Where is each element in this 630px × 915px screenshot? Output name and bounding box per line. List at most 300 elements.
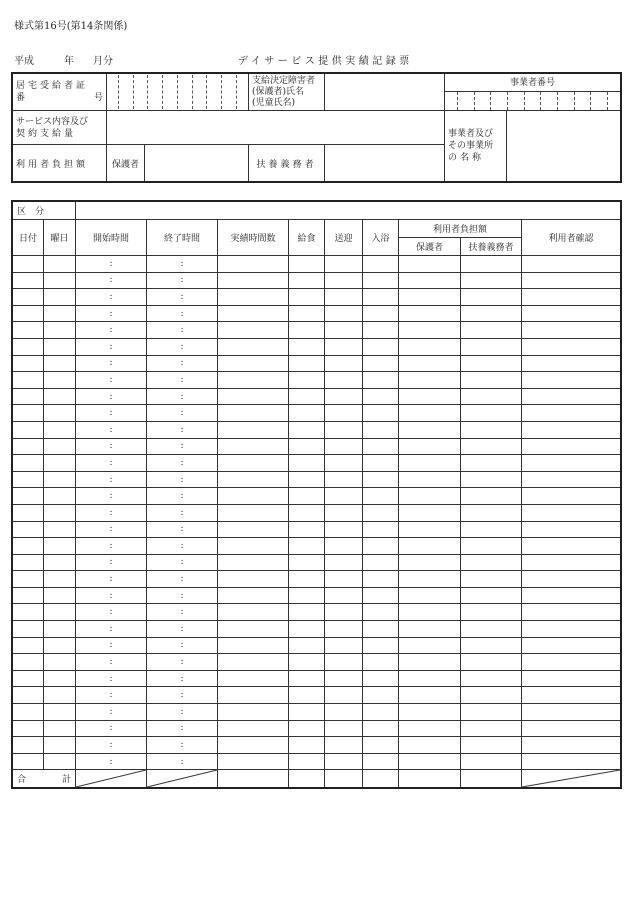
- cell-bath[interactable]: [363, 604, 399, 621]
- cell-actual-hours[interactable]: [218, 372, 289, 389]
- cell-end-time[interactable]: :: [147, 637, 218, 654]
- cell-bath[interactable]: [363, 587, 399, 604]
- cell-burden-guardian[interactable]: [399, 355, 461, 372]
- cell-start-time[interactable]: :: [76, 272, 147, 289]
- cell-day[interactable]: [13, 504, 44, 521]
- cell-transport[interactable]: [325, 372, 363, 389]
- cell-weekday[interactable]: [44, 753, 76, 770]
- cell-start-time[interactable]: :: [76, 455, 147, 472]
- cell-bath[interactable]: [363, 421, 399, 438]
- cell-start-time[interactable]: :: [76, 289, 147, 306]
- cell-burden-supporter[interactable]: [461, 587, 522, 604]
- cell-transport[interactable]: [325, 637, 363, 654]
- cell-user-confirm[interactable]: [522, 355, 621, 372]
- cell-burden-supporter[interactable]: [461, 388, 522, 405]
- cell-day[interactable]: [13, 305, 44, 322]
- cell-meal[interactable]: [289, 654, 325, 671]
- cell-bath[interactable]: [363, 322, 399, 339]
- cell-meal[interactable]: [289, 355, 325, 372]
- cell-bath[interactable]: [363, 704, 399, 721]
- cell-bath[interactable]: [363, 305, 399, 322]
- cell-burden-guardian[interactable]: [399, 504, 461, 521]
- cell-burden-supporter[interactable]: [461, 737, 522, 754]
- cell-day[interactable]: [13, 670, 44, 687]
- cell-start-time[interactable]: :: [76, 305, 147, 322]
- cell-meal[interactable]: [289, 322, 325, 339]
- cell-transport[interactable]: [325, 753, 363, 770]
- cell-meal[interactable]: [289, 687, 325, 704]
- cell-meal[interactable]: [289, 621, 325, 638]
- cell-end-time[interactable]: :: [147, 372, 218, 389]
- cell-day[interactable]: [13, 372, 44, 389]
- cell-burden-guardian[interactable]: [399, 637, 461, 654]
- cell-end-time[interactable]: :: [147, 338, 218, 355]
- cell-bath[interactable]: [363, 521, 399, 538]
- cell-burden-supporter[interactable]: [461, 471, 522, 488]
- cell-meal[interactable]: [289, 604, 325, 621]
- total-hours[interactable]: [218, 770, 289, 788]
- cell-meal[interactable]: [289, 737, 325, 754]
- cell-weekday[interactable]: [44, 438, 76, 455]
- cell-start-time[interactable]: :: [76, 438, 147, 455]
- cell-weekday[interactable]: [44, 554, 76, 571]
- cell-user-confirm[interactable]: [522, 687, 621, 704]
- cell-actual-hours[interactable]: [218, 289, 289, 306]
- cell-meal[interactable]: [289, 554, 325, 571]
- cell-meal[interactable]: [289, 670, 325, 687]
- cell-bath[interactable]: [363, 670, 399, 687]
- cell-weekday[interactable]: [44, 455, 76, 472]
- cell-weekday[interactable]: [44, 471, 76, 488]
- cell-end-time[interactable]: :: [147, 355, 218, 372]
- cell-burden-guardian[interactable]: [399, 571, 461, 588]
- cell-actual-hours[interactable]: [218, 637, 289, 654]
- cell-burden-guardian[interactable]: [399, 554, 461, 571]
- cell-burden-supporter[interactable]: [461, 289, 522, 306]
- cell-burden-supporter[interactable]: [461, 256, 522, 273]
- cell-transport[interactable]: [325, 621, 363, 638]
- cell-transport[interactable]: [325, 272, 363, 289]
- cell-bath[interactable]: [363, 289, 399, 306]
- cell-transport[interactable]: [325, 338, 363, 355]
- cell-actual-hours[interactable]: [218, 538, 289, 555]
- cell-end-time[interactable]: :: [147, 455, 218, 472]
- cell-start-time[interactable]: :: [76, 322, 147, 339]
- cell-end-time[interactable]: :: [147, 538, 218, 555]
- cell-user-confirm[interactable]: [522, 670, 621, 687]
- cell-user-confirm[interactable]: [522, 637, 621, 654]
- cell-day[interactable]: [13, 554, 44, 571]
- cell-end-time[interactable]: :: [147, 587, 218, 604]
- cell-end-time[interactable]: :: [147, 322, 218, 339]
- cell-day[interactable]: [13, 355, 44, 372]
- cell-burden-guardian[interactable]: [399, 455, 461, 472]
- cell-transport[interactable]: [325, 289, 363, 306]
- cell-bath[interactable]: [363, 554, 399, 571]
- cell-weekday[interactable]: [44, 305, 76, 322]
- cell-burden-supporter[interactable]: [461, 554, 522, 571]
- cell-weekday[interactable]: [44, 272, 76, 289]
- cell-meal[interactable]: [289, 421, 325, 438]
- cell-actual-hours[interactable]: [218, 355, 289, 372]
- cell-burden-guardian[interactable]: [399, 388, 461, 405]
- cell-actual-hours[interactable]: [218, 438, 289, 455]
- cell-burden-supporter[interactable]: [461, 687, 522, 704]
- cell-meal[interactable]: [289, 388, 325, 405]
- cell-end-time[interactable]: :: [147, 256, 218, 273]
- cell-transport[interactable]: [325, 455, 363, 472]
- cell-transport[interactable]: [325, 587, 363, 604]
- cell-bath[interactable]: [363, 455, 399, 472]
- cell-day[interactable]: [13, 704, 44, 721]
- cell-burden-guardian[interactable]: [399, 704, 461, 721]
- cell-burden-supporter[interactable]: [461, 720, 522, 737]
- cell-weekday[interactable]: [44, 587, 76, 604]
- cell-start-time[interactable]: :: [76, 621, 147, 638]
- cell-end-time[interactable]: :: [147, 504, 218, 521]
- cell-day[interactable]: [13, 388, 44, 405]
- cell-weekday[interactable]: [44, 654, 76, 671]
- cell-bath[interactable]: [363, 405, 399, 422]
- cell-user-confirm[interactable]: [522, 421, 621, 438]
- cell-day[interactable]: [13, 272, 44, 289]
- cell-burden-supporter[interactable]: [461, 670, 522, 687]
- cell-bath[interactable]: [363, 338, 399, 355]
- cell-user-confirm[interactable]: [522, 256, 621, 273]
- cell-end-time[interactable]: :: [147, 521, 218, 538]
- cell-transport[interactable]: [325, 654, 363, 671]
- cell-user-confirm[interactable]: [522, 372, 621, 389]
- cell-weekday[interactable]: [44, 637, 76, 654]
- cell-burden-guardian[interactable]: [399, 372, 461, 389]
- cell-burden-guardian[interactable]: [399, 521, 461, 538]
- cell-user-confirm[interactable]: [522, 753, 621, 770]
- cell-day[interactable]: [13, 637, 44, 654]
- cell-end-time[interactable]: :: [147, 554, 218, 571]
- cell-burden-supporter[interactable]: [461, 654, 522, 671]
- cell-user-confirm[interactable]: [522, 571, 621, 588]
- cell-burden-supporter[interactable]: [461, 305, 522, 322]
- cell-actual-hours[interactable]: [218, 305, 289, 322]
- cell-user-confirm[interactable]: [522, 455, 621, 472]
- cell-user-confirm[interactable]: [522, 554, 621, 571]
- cell-weekday[interactable]: [44, 720, 76, 737]
- cell-transport[interactable]: [325, 521, 363, 538]
- cell-burden-supporter[interactable]: [461, 538, 522, 555]
- cell-user-confirm[interactable]: [522, 587, 621, 604]
- cell-transport[interactable]: [325, 322, 363, 339]
- cell-start-time[interactable]: :: [76, 521, 147, 538]
- cell-actual-hours[interactable]: [218, 455, 289, 472]
- cell-bath[interactable]: [363, 388, 399, 405]
- cell-transport[interactable]: [325, 704, 363, 721]
- cell-burden-guardian[interactable]: [399, 670, 461, 687]
- cell-transport[interactable]: [325, 421, 363, 438]
- cell-meal[interactable]: [289, 289, 325, 306]
- cell-meal[interactable]: [289, 372, 325, 389]
- cell-actual-hours[interactable]: [218, 256, 289, 273]
- cell-burden-guardian[interactable]: [399, 604, 461, 621]
- cell-burden-guardian[interactable]: [399, 471, 461, 488]
- cell-weekday[interactable]: [44, 488, 76, 505]
- cell-end-time[interactable]: :: [147, 405, 218, 422]
- cell-transport[interactable]: [325, 538, 363, 555]
- cell-bath[interactable]: [363, 571, 399, 588]
- cell-burden-supporter[interactable]: [461, 504, 522, 521]
- cell-bath[interactable]: [363, 753, 399, 770]
- cell-actual-hours[interactable]: [218, 621, 289, 638]
- cell-burden-supporter[interactable]: [461, 621, 522, 638]
- cell-end-time[interactable]: :: [147, 687, 218, 704]
- cell-user-confirm[interactable]: [522, 289, 621, 306]
- cell-start-time[interactable]: :: [76, 604, 147, 621]
- cell-burden-guardian[interactable]: [399, 272, 461, 289]
- cell-day[interactable]: [13, 289, 44, 306]
- cell-bath[interactable]: [363, 504, 399, 521]
- cell-bath[interactable]: [363, 538, 399, 555]
- cell-day[interactable]: [13, 654, 44, 671]
- cell-weekday[interactable]: [44, 504, 76, 521]
- cell-start-time[interactable]: :: [76, 538, 147, 555]
- cell-actual-hours[interactable]: [218, 322, 289, 339]
- cell-actual-hours[interactable]: [218, 554, 289, 571]
- cell-actual-hours[interactable]: [218, 670, 289, 687]
- cell-start-time[interactable]: :: [76, 471, 147, 488]
- cell-end-time[interactable]: :: [147, 654, 218, 671]
- cell-actual-hours[interactable]: [218, 753, 289, 770]
- cell-transport[interactable]: [325, 438, 363, 455]
- cell-day[interactable]: [13, 737, 44, 754]
- cell-start-time[interactable]: :: [76, 637, 147, 654]
- cell-day[interactable]: [13, 720, 44, 737]
- cell-user-confirm[interactable]: [522, 438, 621, 455]
- cell-weekday[interactable]: [44, 421, 76, 438]
- cell-end-time[interactable]: :: [147, 388, 218, 405]
- cell-transport[interactable]: [325, 604, 363, 621]
- cell-user-confirm[interactable]: [522, 521, 621, 538]
- cell-actual-hours[interactable]: [218, 687, 289, 704]
- cell-day[interactable]: [13, 421, 44, 438]
- cell-actual-hours[interactable]: [218, 338, 289, 355]
- total-bath[interactable]: [363, 770, 399, 788]
- cell-burden-guardian[interactable]: [399, 488, 461, 505]
- cell-burden-guardian[interactable]: [399, 289, 461, 306]
- recipient-number-field[interactable]: [107, 74, 249, 111]
- cell-meal[interactable]: [289, 305, 325, 322]
- cell-meal[interactable]: [289, 571, 325, 588]
- cell-end-time[interactable]: :: [147, 720, 218, 737]
- cell-actual-hours[interactable]: [218, 654, 289, 671]
- cell-day[interactable]: [13, 521, 44, 538]
- cell-meal[interactable]: [289, 338, 325, 355]
- cell-burden-supporter[interactable]: [461, 355, 522, 372]
- cell-weekday[interactable]: [44, 388, 76, 405]
- cell-day[interactable]: [13, 338, 44, 355]
- cell-user-confirm[interactable]: [522, 538, 621, 555]
- cell-bath[interactable]: [363, 272, 399, 289]
- cell-weekday[interactable]: [44, 737, 76, 754]
- cell-weekday[interactable]: [44, 538, 76, 555]
- cell-user-confirm[interactable]: [522, 322, 621, 339]
- cell-bath[interactable]: [363, 355, 399, 372]
- cell-burden-guardian[interactable]: [399, 421, 461, 438]
- total-meal[interactable]: [289, 770, 325, 788]
- cell-burden-supporter[interactable]: [461, 372, 522, 389]
- cell-meal[interactable]: [289, 256, 325, 273]
- cell-burden-supporter[interactable]: [461, 405, 522, 422]
- cell-start-time[interactable]: :: [76, 355, 147, 372]
- cell-start-time[interactable]: :: [76, 388, 147, 405]
- cell-user-confirm[interactable]: [522, 305, 621, 322]
- cell-burden-guardian[interactable]: [399, 720, 461, 737]
- cell-start-time[interactable]: :: [76, 654, 147, 671]
- cell-meal[interactable]: [289, 504, 325, 521]
- cell-burden-guardian[interactable]: [399, 753, 461, 770]
- cell-end-time[interactable]: :: [147, 421, 218, 438]
- cell-meal[interactable]: [289, 720, 325, 737]
- cell-user-confirm[interactable]: [522, 488, 621, 505]
- cell-user-confirm[interactable]: [522, 504, 621, 521]
- cell-user-confirm[interactable]: [522, 621, 621, 638]
- cell-day[interactable]: [13, 438, 44, 455]
- cell-actual-hours[interactable]: [218, 388, 289, 405]
- cell-weekday[interactable]: [44, 256, 76, 273]
- provider-name-field[interactable]: [507, 111, 621, 182]
- cell-meal[interactable]: [289, 587, 325, 604]
- cell-day[interactable]: [13, 455, 44, 472]
- cell-start-time[interactable]: :: [76, 554, 147, 571]
- cell-burden-supporter[interactable]: [461, 438, 522, 455]
- cell-transport[interactable]: [325, 737, 363, 754]
- cell-actual-hours[interactable]: [218, 471, 289, 488]
- cell-actual-hours[interactable]: [218, 571, 289, 588]
- cell-end-time[interactable]: :: [147, 753, 218, 770]
- cell-burden-guardian[interactable]: [399, 305, 461, 322]
- decided-person-field[interactable]: [325, 74, 445, 111]
- cell-transport[interactable]: [325, 355, 363, 372]
- cell-start-time[interactable]: :: [76, 670, 147, 687]
- total-burden-guardian[interactable]: [399, 770, 461, 788]
- cell-start-time[interactable]: :: [76, 256, 147, 273]
- cell-meal[interactable]: [289, 438, 325, 455]
- cell-weekday[interactable]: [44, 621, 76, 638]
- cell-start-time[interactable]: :: [76, 737, 147, 754]
- cell-day[interactable]: [13, 753, 44, 770]
- cell-burden-supporter[interactable]: [461, 521, 522, 538]
- provider-number-cell[interactable]: 事業者番号: [445, 74, 621, 111]
- cell-burden-supporter[interactable]: [461, 455, 522, 472]
- cell-burden-supporter[interactable]: [461, 338, 522, 355]
- cell-start-time[interactable]: :: [76, 753, 147, 770]
- cell-burden-supporter[interactable]: [461, 637, 522, 654]
- cell-start-time[interactable]: :: [76, 687, 147, 704]
- cell-user-confirm[interactable]: [522, 338, 621, 355]
- cell-burden-supporter[interactable]: [461, 571, 522, 588]
- cell-start-time[interactable]: :: [76, 488, 147, 505]
- cell-burden-guardian[interactable]: [399, 737, 461, 754]
- cell-actual-hours[interactable]: [218, 704, 289, 721]
- cell-transport[interactable]: [325, 388, 363, 405]
- cell-end-time[interactable]: :: [147, 471, 218, 488]
- cell-weekday[interactable]: [44, 322, 76, 339]
- cell-end-time[interactable]: :: [147, 737, 218, 754]
- cell-weekday[interactable]: [44, 355, 76, 372]
- cell-user-confirm[interactable]: [522, 272, 621, 289]
- cell-bath[interactable]: [363, 720, 399, 737]
- cell-user-confirm[interactable]: [522, 604, 621, 621]
- total-transport[interactable]: [325, 770, 363, 788]
- cell-meal[interactable]: [289, 521, 325, 538]
- cell-user-confirm[interactable]: [522, 405, 621, 422]
- cell-actual-hours[interactable]: [218, 504, 289, 521]
- cell-day[interactable]: [13, 405, 44, 422]
- cell-burden-guardian[interactable]: [399, 687, 461, 704]
- cell-transport[interactable]: [325, 405, 363, 422]
- cell-transport[interactable]: [325, 471, 363, 488]
- cell-meal[interactable]: [289, 753, 325, 770]
- cell-weekday[interactable]: [44, 670, 76, 687]
- cell-actual-hours[interactable]: [218, 405, 289, 422]
- cell-day[interactable]: [13, 322, 44, 339]
- cell-weekday[interactable]: [44, 571, 76, 588]
- cell-burden-guardian[interactable]: [399, 438, 461, 455]
- cell-day[interactable]: [13, 538, 44, 555]
- cell-end-time[interactable]: :: [147, 305, 218, 322]
- cell-day[interactable]: [13, 471, 44, 488]
- cell-burden-guardian[interactable]: [399, 322, 461, 339]
- cell-bath[interactable]: [363, 637, 399, 654]
- cell-meal[interactable]: [289, 538, 325, 555]
- cell-bath[interactable]: [363, 372, 399, 389]
- cell-weekday[interactable]: [44, 604, 76, 621]
- cell-burden-supporter[interactable]: [461, 272, 522, 289]
- cell-bath[interactable]: [363, 621, 399, 638]
- cell-meal[interactable]: [289, 455, 325, 472]
- cell-user-confirm[interactable]: [522, 704, 621, 721]
- cell-weekday[interactable]: [44, 338, 76, 355]
- cell-weekday[interactable]: [44, 405, 76, 422]
- cell-start-time[interactable]: :: [76, 372, 147, 389]
- cell-burden-supporter[interactable]: [461, 704, 522, 721]
- cell-meal[interactable]: [289, 272, 325, 289]
- cell-actual-hours[interactable]: [218, 604, 289, 621]
- cell-end-time[interactable]: :: [147, 704, 218, 721]
- cell-transport[interactable]: [325, 687, 363, 704]
- cell-weekday[interactable]: [44, 687, 76, 704]
- total-burden-supporter[interactable]: [461, 770, 522, 788]
- service-content-field[interactable]: [107, 111, 445, 145]
- cell-burden-guardian[interactable]: [399, 338, 461, 355]
- cell-transport[interactable]: [325, 720, 363, 737]
- cell-bath[interactable]: [363, 488, 399, 505]
- cell-day[interactable]: [13, 256, 44, 273]
- cell-day[interactable]: [13, 604, 44, 621]
- cell-burden-supporter[interactable]: [461, 421, 522, 438]
- cell-meal[interactable]: [289, 637, 325, 654]
- cell-end-time[interactable]: :: [147, 621, 218, 638]
- cell-transport[interactable]: [325, 670, 363, 687]
- cell-start-time[interactable]: :: [76, 338, 147, 355]
- cell-start-time[interactable]: :: [76, 720, 147, 737]
- cell-day[interactable]: [13, 571, 44, 588]
- cell-end-time[interactable]: :: [147, 488, 218, 505]
- cell-meal[interactable]: [289, 471, 325, 488]
- cell-actual-hours[interactable]: [218, 488, 289, 505]
- cell-bath[interactable]: [363, 737, 399, 754]
- cell-bath[interactable]: [363, 256, 399, 273]
- cell-burden-guardian[interactable]: [399, 621, 461, 638]
- cell-end-time[interactable]: :: [147, 571, 218, 588]
